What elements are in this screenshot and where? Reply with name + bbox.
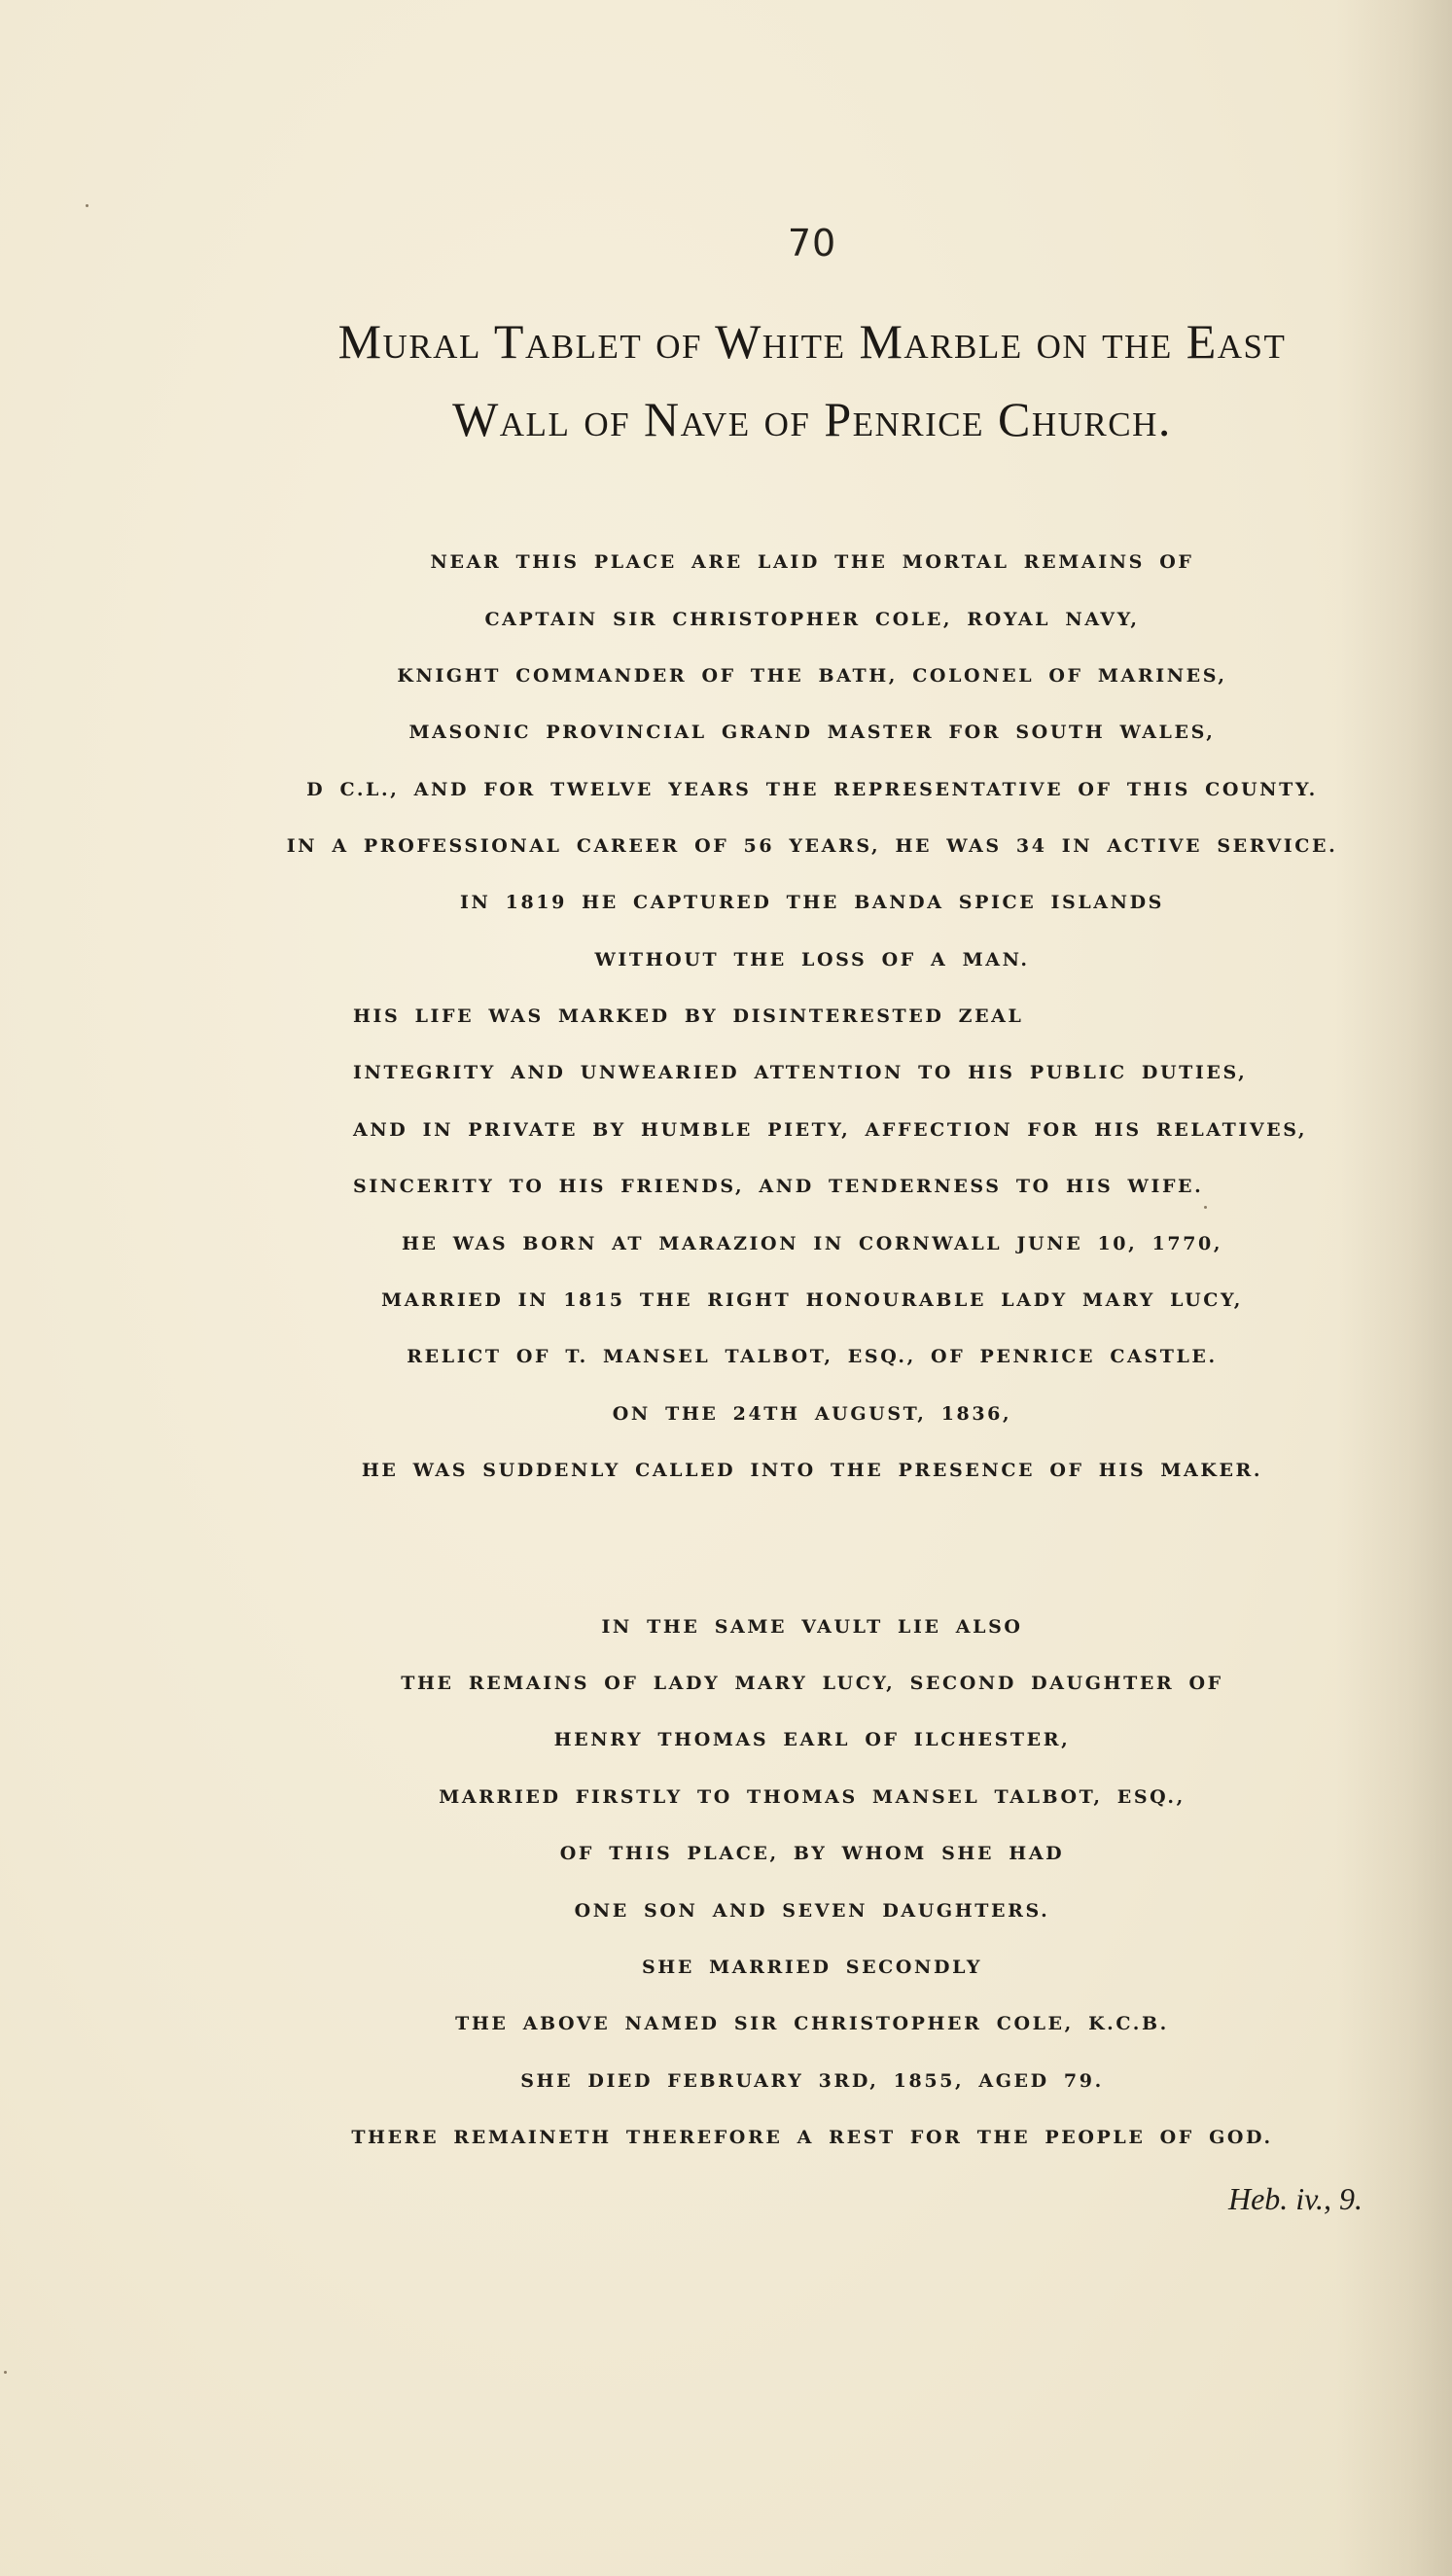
inscription-line: KNIGHT COMMANDER OF THE BATH, COLONEL OF MARINES, [397, 665, 1227, 687]
inscription-line: WITHOUT THE LOSS OF A MAN. [594, 949, 1030, 970]
inscription-line: D C.L., AND FOR TWELVE YEARS THE REPRESENTATIVE OF THIS COUNTY. [306, 779, 1318, 800]
inscription-line: SINCERITY TO HIS FRIENDS, AND TENDERNESS TO HIS WIFE. [353, 1176, 1204, 1197]
inscription-line: IN 1819 HE CAPTURED THE BANDA SPICE ISLANDS [459, 892, 1164, 913]
inscription2-line: SHE MARRIED SECONDLY [641, 1957, 982, 1978]
inscription-line: HIS LIFE WAS MARKED BY DISINTERESTED ZEAL [353, 1006, 1024, 1027]
inscription2-line: SHE DIED FEBRUARY 3RD, 1855, AGED 79. [520, 2070, 1104, 2092]
paper-speck [1204, 1206, 1207, 1209]
inscription-line: NEAR THIS PLACE ARE LAID THE MORTAL REMAINS OF [430, 551, 1194, 573]
scripture-citation: Heb. iv., 9. [1227, 2181, 1363, 2216]
inscription2-line: OF THIS PLACE, BY WHOM SHE HAD [559, 1843, 1065, 1864]
inscription-line: MASONIC PROVINCIAL GRAND MASTER FOR SOUTH WALES, [408, 722, 1216, 743]
inscription-line: ON THE 24TH AUGUST, 1836, [612, 1403, 1012, 1425]
inscription-line: AND IN PRIVATE BY HUMBLE PIETY, AFFECTION FOR HIS RELATIVES, [353, 1119, 1308, 1141]
inscription-line: IN A PROFESSIONAL CAREER OF 56 YEARS, HE WAS 34 IN ACTIVE SERVICE. [286, 835, 1338, 857]
inscription-line: INTEGRITY AND UNWEARIED ATTENTION TO HIS PUBLIC DUTIES, [353, 1062, 1248, 1083]
inscription-line: RELICT OF T. MANSEL TALBOT, ESQ., OF PENRICE CASTLE. [407, 1346, 1218, 1367]
inscription2-line: THE ABOVE NAMED SIR CHRISTOPHER COLE, K.C.B. [455, 2013, 1169, 2034]
inscription-line: HE WAS BORN AT MARAZION IN CORNWALL JUNE 10, 1770, [401, 1233, 1223, 1254]
paper-speck [4, 2371, 7, 2374]
inscription2-line: IN THE SAME VAULT LIE ALSO [601, 1616, 1023, 1638]
page-number: 70 [787, 222, 837, 265]
title-line-1: Mural Tablet of White Marble on the East [337, 314, 1287, 369]
inscription2-line: MARRIED FIRSTLY TO THOMAS MANSEL TALBOT, ESQ., [439, 1786, 1186, 1808]
paper-speck [86, 204, 89, 207]
inscription2-line: THERE REMAINETH THEREFORE A REST FOR THE PEOPLE OF GOD. [351, 2127, 1273, 2148]
inscription2-line: THE REMAINS OF LADY MARY LUCY, SECOND DAUGHTER OF [401, 1673, 1223, 1694]
title-line-2: Wall of Nave of Penrice Church. [452, 392, 1172, 446]
inscription2-line: ONE SON AND SEVEN DAUGHTERS. [574, 1900, 1050, 1922]
inscription2-line: HENRY THOMAS EARL OF ILCHESTER, [553, 1729, 1071, 1750]
inscription-line: HE WAS SUDDENLY CALLED INTO THE PRESENCE OF HIS MAKER. [361, 1460, 1263, 1481]
inscription-line: CAPTAIN SIR CHRISTOPHER COLE, ROYAL NAVY, [484, 609, 1140, 630]
inscription-line: MARRIED IN 1815 THE RIGHT HONOURABLE LADY MARY LUCY, [381, 1289, 1243, 1311]
